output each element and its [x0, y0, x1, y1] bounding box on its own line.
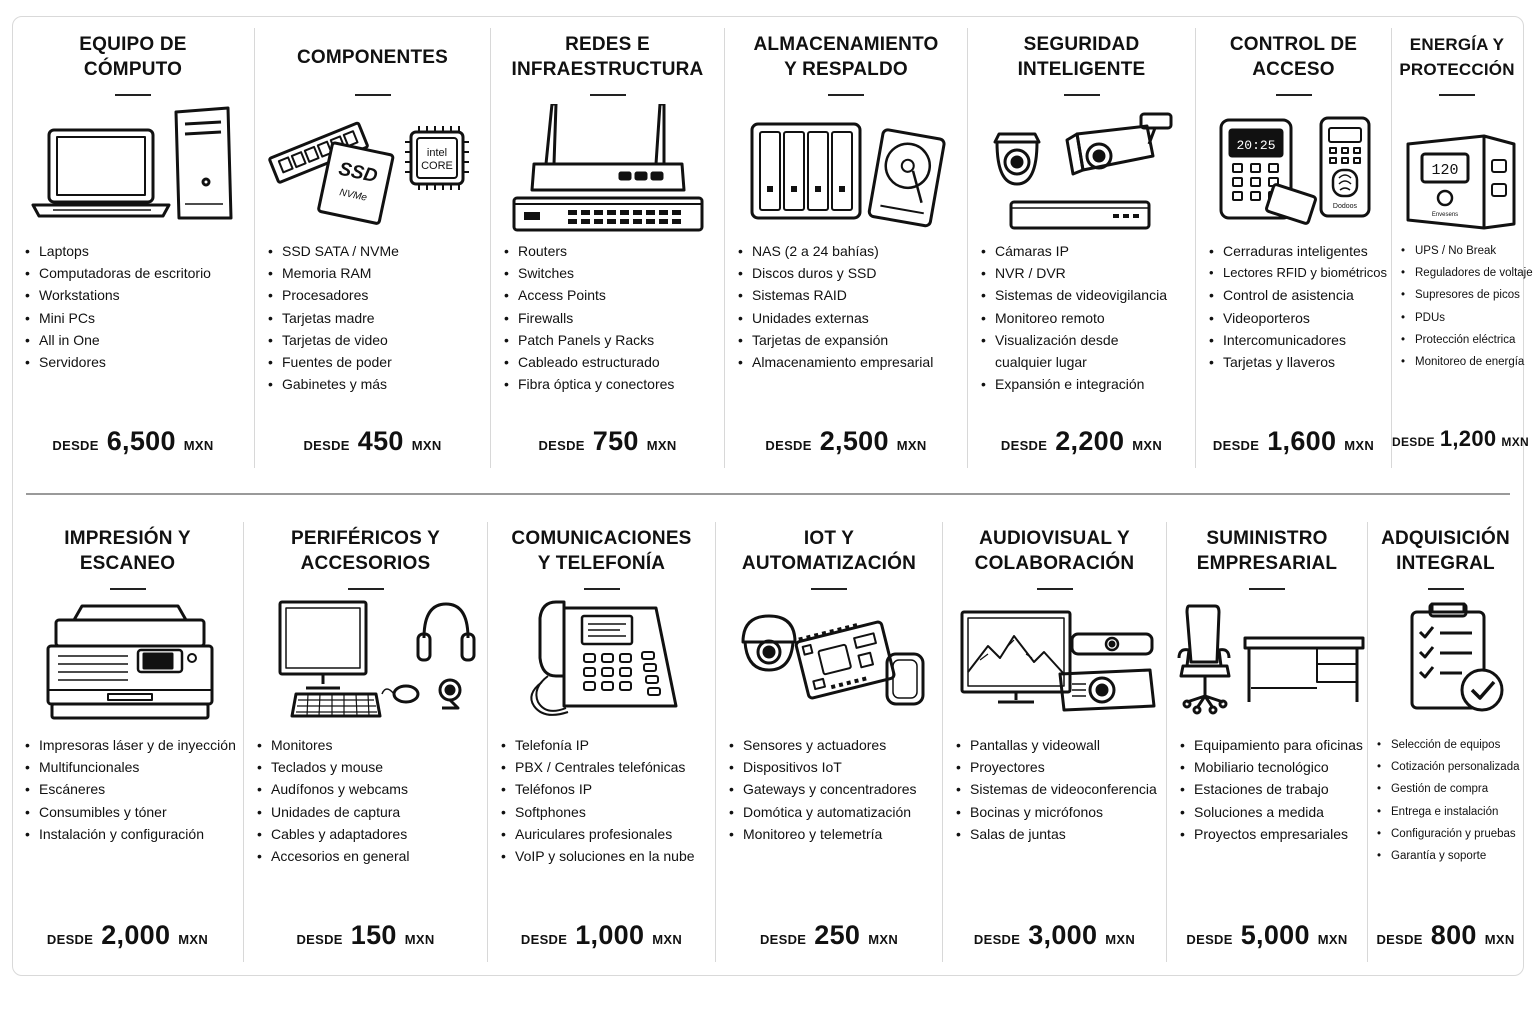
category-title: ALMACENAMIENTO Y RESPALDO: [753, 34, 939, 80]
list-item: • NAS (2 a 24 bahías): [735, 240, 963, 262]
list-item: • PBX / Centrales telefónicas: [498, 756, 711, 778]
list-item: • Sistemas de videovigilancia: [978, 284, 1191, 306]
price-currency: MXN: [183, 438, 214, 453]
list-item: • Unidades de captura: [254, 801, 483, 823]
price-currency: MXN: [646, 438, 677, 453]
price-line: [12, 426, 254, 457]
list-item: • Cotización personalizada: [1374, 756, 1519, 778]
price-currency: MXN: [1132, 438, 1163, 453]
list-item: • Firewalls: [501, 307, 720, 329]
list-item: • Consumibles y tóner: [22, 801, 239, 823]
category-items: [978, 240, 1191, 395]
list-item: • Mini PCs: [22, 307, 250, 329]
list-item: • Monitoreo remoto: [978, 307, 1191, 329]
price-value: 1,600: [1267, 426, 1337, 456]
components-icon: [255, 104, 490, 234]
category-title: ENERGÍA Y PROTECCIÓN: [1399, 35, 1515, 79]
list-item: • Laptops: [22, 240, 250, 262]
svg-text:CORE: CORE: [420, 160, 453, 172]
title-underline: [355, 94, 391, 96]
svg-text:Envesens: Envesens: [1431, 212, 1459, 218]
category-title: COMUNICACIONES Y TELEFONÍA: [511, 528, 692, 574]
list-item: • PDUs: [1398, 307, 1518, 329]
list-item: • Bocinas y micrófonos: [953, 801, 1162, 823]
list-item: • Configuración y pruebas: [1374, 823, 1519, 845]
list-item: • Patch Panels y Racks: [501, 329, 720, 351]
list-item: • Memoria RAM: [265, 262, 486, 284]
peripherals-icon: [244, 598, 487, 728]
price-prefix: DESDE: [759, 932, 807, 947]
list-item: • Tarjetas y llaveros: [1206, 351, 1387, 373]
price-prefix: DESDE: [1376, 932, 1423, 947]
list-item: • Monitoreo y telemetría: [726, 823, 938, 845]
list-item: • Monitoreo de energía: [1398, 351, 1518, 373]
price-line: [12, 920, 243, 951]
list-item: • Gabinetes y más: [265, 373, 486, 395]
list-item: • All in One: [22, 329, 250, 351]
category-title: CONTROL DE ACCESO: [1229, 34, 1358, 80]
category-card-iot[interactable]: [716, 522, 942, 962]
price-line: [943, 920, 1166, 951]
price-currency: MXN: [1484, 932, 1515, 947]
price-prefix: DESDE: [52, 438, 99, 453]
category-card-redes[interactable]: [491, 28, 724, 468]
list-item: • Unidades externas: [735, 307, 963, 329]
price-prefix: DESDE: [303, 438, 350, 453]
svg-text:SSD: SSD: [336, 158, 379, 188]
category-items: [498, 734, 711, 867]
list-item: • Telefonía IP: [498, 734, 711, 756]
title-underline: [348, 588, 384, 590]
category-items: [22, 734, 239, 845]
list-item: • Cables y adaptadores: [254, 823, 483, 845]
price-currency: MXN: [868, 932, 899, 947]
storage-icon: [725, 104, 967, 234]
iot-icon: [716, 598, 942, 728]
list-item: • Fuentes de poder: [265, 351, 486, 373]
category-title: AUDIOVISUAL Y COLABORACIÓN: [974, 528, 1135, 574]
list-item: • Servidores: [22, 351, 250, 373]
category-card-seguridad[interactable]: [968, 28, 1195, 468]
price-value: 450: [357, 426, 404, 456]
title-underline: [1037, 588, 1073, 590]
category-title: EQUIPO DE CÓMPUTO: [79, 34, 187, 80]
list-item: • Instalación y configuración: [22, 823, 239, 845]
category-card-comunicaciones[interactable]: [488, 522, 715, 962]
price-line: [1196, 426, 1391, 457]
printer-icon: [12, 598, 243, 728]
category-title: REDES E INFRAESTRUCTURA: [511, 34, 704, 80]
office-furniture-icon: [1167, 598, 1367, 728]
category-title: SUMINISTRO EMPRESARIAL: [1196, 528, 1338, 574]
svg-text:120: 120: [1431, 162, 1459, 179]
category-card-suministro[interactable]: [1167, 522, 1367, 962]
category-card-control-acceso[interactable]: [1196, 28, 1391, 468]
list-item: • Mobiliario tecnológico: [1177, 756, 1363, 778]
title-underline: [1428, 588, 1464, 590]
price-value: 1,200: [1439, 426, 1497, 451]
row-divider: [26, 493, 1510, 495]
list-item: • Access Points: [501, 284, 720, 306]
title-underline: [1064, 94, 1100, 96]
list-item: • UPS / No Break: [1398, 240, 1518, 262]
router-icon: [491, 104, 724, 234]
price-prefix: DESDE: [1000, 438, 1048, 453]
list-item: • Routers: [501, 240, 720, 262]
list-item: • Tarjetas madre: [265, 307, 486, 329]
phone-icon: [488, 598, 715, 728]
list-item: • Teléfonos IP: [498, 778, 711, 800]
list-item: • Lectores RFID y biométricos: [1206, 262, 1387, 284]
list-item: • Equipamiento para oficinas: [1177, 734, 1363, 756]
list-item: • Switches: [501, 262, 720, 284]
price-currency: MXN: [1344, 438, 1375, 453]
list-item: • Reguladores de voltaje: [1398, 262, 1518, 284]
category-items: [735, 240, 963, 373]
svg-text:20:25: 20:25: [1235, 138, 1276, 153]
title-underline: [1439, 94, 1475, 96]
price-line: [716, 920, 942, 951]
price-value: 750: [592, 426, 639, 456]
list-item: • NVR / DVR: [978, 262, 1191, 284]
price-line: [488, 920, 715, 951]
list-item: • Videoporteros: [1206, 307, 1387, 329]
camera-icon: [968, 104, 1195, 234]
list-item: • Sensores y actuadores: [726, 734, 938, 756]
price-currency: MXN: [652, 932, 683, 947]
category-card-impresion[interactable]: [12, 522, 243, 962]
price-prefix: DESDE: [520, 932, 568, 947]
keypad-icon: [1196, 104, 1391, 234]
ups-icon: [1392, 104, 1522, 234]
price-currency: MXN: [1501, 435, 1529, 449]
price-line: [1368, 920, 1523, 951]
price-value: 2,500: [819, 426, 889, 456]
price-value: 150: [350, 920, 397, 950]
category-card-adquisicion[interactable]: [1368, 522, 1523, 962]
list-item: • Supresores de picos: [1398, 284, 1518, 306]
list-item: • Entrega e instalación: [1374, 801, 1519, 823]
price-prefix: DESDE: [1186, 932, 1233, 947]
price-value: 3,000: [1028, 920, 1098, 950]
list-item: • Estaciones de trabajo: [1177, 778, 1363, 800]
title-underline: [828, 94, 864, 96]
list-item: • SSD SATA / NVMe: [265, 240, 486, 262]
list-item: • Procesadores: [265, 284, 486, 306]
title-underline: [584, 588, 620, 590]
price-line: [1167, 920, 1367, 951]
price-currency: MXN: [411, 438, 442, 453]
list-item: • Dispositivos IoT: [726, 756, 938, 778]
list-item: • Cámaras IP: [978, 240, 1191, 262]
category-title: IOT Y AUTOMATIZACIÓN: [741, 528, 917, 574]
category-title: COMPONENTES: [296, 47, 449, 68]
category-items: [265, 240, 486, 395]
category-title: SEGURIDAD INTELIGENTE: [1017, 34, 1146, 80]
list-item-continuation: cualquier lugar: [995, 354, 1087, 371]
list-item: • Multifuncionales: [22, 756, 239, 778]
list-item: • Cableado estructurado: [501, 351, 720, 373]
list-item: • Pantallas y videowall: [953, 734, 1162, 756]
price-prefix: DESDE: [46, 932, 94, 947]
list-item: • Almacenamiento empresarial: [735, 351, 963, 373]
price-value: 250: [814, 920, 861, 950]
list-item: • Accesorios en general: [254, 845, 483, 867]
list-item: • Proyectores: [953, 756, 1162, 778]
list-item: • Cerraduras inteligentes: [1206, 240, 1387, 262]
category-card-computo[interactable]: [12, 28, 254, 468]
price-line: [491, 426, 724, 457]
category-items: [22, 240, 250, 373]
category-items: [1374, 734, 1519, 867]
category-items: [953, 734, 1162, 845]
category-items: [1177, 734, 1363, 845]
list-item: • Fibra óptica y conectores: [501, 373, 720, 395]
list-item: • Expansión e integración: [978, 373, 1191, 395]
list-item: • Tarjetas de expansión: [735, 329, 963, 351]
category-card-perifericos[interactable]: [244, 522, 487, 962]
price-value: 2,200: [1055, 426, 1125, 456]
list-item: • Escáneres: [22, 778, 239, 800]
svg-text:Dodoos: Dodoos: [1332, 203, 1357, 210]
title-underline: [115, 94, 151, 96]
price-prefix: DESDE: [1212, 438, 1260, 453]
list-item: • Salas de juntas: [953, 823, 1162, 845]
computer-icon: [12, 104, 254, 234]
list-item: • Domótica y automatización: [726, 801, 938, 823]
price-line: [1392, 426, 1529, 452]
category-title: ADQUISICIÓN INTEGRAL: [1381, 528, 1510, 574]
list-item: • Sistemas RAID: [735, 284, 963, 306]
price-value: 800: [1430, 920, 1477, 950]
price-currency: MXN: [1317, 932, 1348, 947]
list-item: • Workstations: [22, 284, 250, 306]
price-currency: MXN: [404, 932, 435, 947]
list-item: • Control de asistencia: [1206, 284, 1387, 306]
list-item: • Tarjetas de video: [265, 329, 486, 351]
title-underline: [590, 94, 626, 96]
price-prefix: DESDE: [765, 438, 812, 453]
price-currency: MXN: [178, 932, 209, 947]
title-underline: [1249, 588, 1285, 590]
price-value: 5,000: [1240, 920, 1310, 950]
price-prefix: DESDE: [296, 932, 343, 947]
price-prefix: DESDE: [538, 438, 585, 453]
price-value: 2,000: [101, 920, 171, 950]
list-item: • Computadoras de escritorio: [22, 262, 250, 284]
list-item: • Intercomunicadores: [1206, 329, 1387, 351]
price-prefix: DESDE: [1392, 435, 1435, 449]
title-underline: [1276, 94, 1312, 96]
category-items: [726, 734, 938, 845]
list-item: • Gestión de compra: [1374, 778, 1519, 800]
list-item: • Soluciones a medida: [1177, 801, 1363, 823]
svg-text:intel: intel: [426, 147, 447, 159]
price-line: [725, 426, 967, 457]
list-item: • Gateways y concentradores: [726, 778, 938, 800]
display-projector-icon: [943, 598, 1166, 728]
title-underline: [811, 588, 847, 590]
category-card-componentes[interactable]: [255, 28, 490, 468]
list-item: • Softphones: [498, 801, 711, 823]
list-item: • Sistemas de videoconferencia: [953, 778, 1162, 800]
list-item: • Teclados y mouse: [254, 756, 483, 778]
price-line: [244, 920, 487, 951]
category-items: [1206, 240, 1387, 373]
price-currency: MXN: [1105, 932, 1136, 947]
category-items: [1398, 240, 1533, 373]
list-item: • VoIP y soluciones en la nube: [498, 845, 711, 867]
category-title: IMPRESIÓN Y ESCANEO: [64, 528, 191, 574]
category-items: [501, 240, 720, 395]
price-currency: MXN: [896, 438, 927, 453]
category-card-almacenamiento[interactable]: [725, 28, 967, 468]
price-value: 1,000: [575, 920, 645, 950]
list-item: • Monitores: [254, 734, 483, 756]
list-item: • Auriculares profesionales: [498, 823, 711, 845]
list-item: • Discos duros y SSD: [735, 262, 963, 284]
list-item: • Impresoras láser y de inyección: [22, 734, 239, 756]
list-item: • Protección eléctrica: [1398, 329, 1518, 351]
title-underline: [110, 588, 146, 590]
price-line: [255, 426, 490, 457]
price-value: 6,500: [106, 426, 176, 456]
category-items: [254, 734, 483, 867]
svg-text:NVMe: NVMe: [337, 187, 368, 204]
category-card-energia[interactable]: [1392, 28, 1533, 468]
list-item: • Visualización desde: [978, 329, 1191, 351]
category-title: PERIFÉRICOS Y ACCESORIOS: [290, 528, 440, 574]
list-item: • Audífonos y webcams: [254, 778, 483, 800]
list-item: • Garantía y soporte: [1374, 845, 1519, 867]
list-item: • Selección de equipos: [1374, 734, 1519, 756]
category-card-audiovisual[interactable]: [943, 522, 1166, 962]
list-item: • Proyectos empresariales: [1177, 823, 1363, 845]
price-prefix: DESDE: [973, 932, 1021, 947]
price-line: [968, 426, 1195, 457]
checklist-icon: [1368, 598, 1523, 728]
